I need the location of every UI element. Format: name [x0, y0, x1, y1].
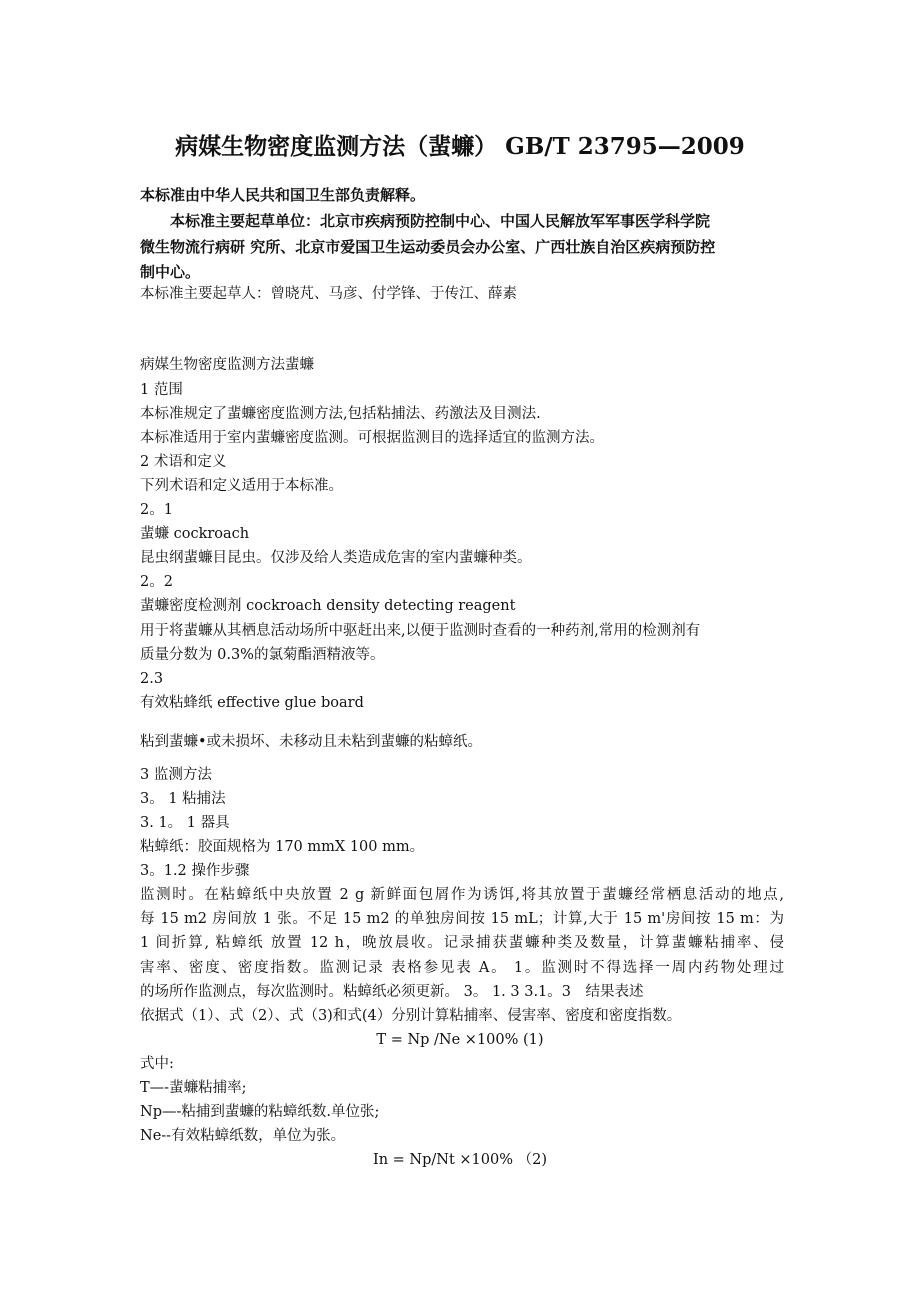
clause-2-2-definition-line-1: 用于将蜚蠊从其栖息活动场所中驱赶出来,以便于监测时查看的一种药剂,常用的检测剂有 [140, 623, 701, 639]
section-3-title: 3 监测方法 [140, 767, 212, 783]
clause-2-1-definition: 昆虫纲蜚蠊目昆虫。仅涉及给人类造成危害的室内蜚蠊种类。 [140, 550, 532, 566]
section-2-intro: 下列术语和定义适用于本标准。 [140, 478, 343, 494]
variable-t: T—-蜚蠊粘捕率; [140, 1080, 247, 1096]
clause-2-2-term: 蜚蠊密度检测剂 cockroach density detecting reagent [140, 598, 516, 614]
variable-ne: Ne--有效粘蟑纸数，单位为张。 [140, 1128, 346, 1144]
section-2-title: 2 术语和定义 [140, 454, 227, 470]
procedure-line-2: 每 15 m2 房间放 1 张。不足 15 m2 的单独房间按 15 mL；计算,大于 15 m'房间按 15 m：为 [140, 911, 784, 927]
formula-intro: 依据式（1）、式（2）、式（3)和式(4）分别计算粘捕率、侵害率、密度和密度指数。 [140, 1008, 682, 1024]
explain-line: 本标准由中华人民共和国卫生部负责解释。 [140, 186, 426, 204]
clause-2-3-term: 有效粘蜂纸 effective glue board [140, 695, 364, 711]
drafting-units-line-2: 微生物流行病研 究所、北京市爱国卫生运动委员会办公室、广西壮族自治区疾病预防控 [140, 238, 716, 256]
clause-2-1-number: 2。1 [140, 502, 173, 518]
section-1-paragraph-1: 本标准规定了蜚蠊密度监测方法,包括粘捕法、药激法及目测法. [140, 406, 541, 422]
clause-2-3-definition: 粘到蜚蠊•或未损坏、未移动且未粘到蜚蠊的粘蟑纸。 [140, 734, 483, 750]
drafting-units-line-1: 本标准主要起草单位：北京市疾病预防控制中心、中国人民解放军军事医学科学院 [140, 212, 711, 230]
body-heading: 病媒生物密度监测方法蜚蠊 [140, 357, 314, 373]
clause-2-1-term: 蜚蠊 cockroach [140, 526, 250, 542]
procedure-line-5: 的场所作监测点，每次监测时。粘蟑纸必须更新。 3。 1. 3 3.1。3 结果表述 [140, 984, 644, 1000]
section-1-paragraph-2: 本标准适用于室内蜚蠊密度监测。可根据监测目的选择适宜的监测方法。 [140, 430, 604, 446]
variable-np: Np—-粘捕到蜚蠊的粘蟑纸数.单位张; [140, 1104, 380, 1120]
clause-2-2-definition-line-2: 质量分数为 0.3%的氯菊酯酒精液等。 [140, 647, 385, 663]
clause-2-2-number: 2。2 [140, 574, 173, 590]
document-title: 病媒生物密度监测方法（蜚蠊） GB/T 23795—2009 [175, 133, 745, 160]
where-label: 式中: [140, 1056, 174, 1072]
section-1-title: 1 范围 [140, 382, 183, 398]
procedure-line-3: 1 间折算, 粘蟑纸 放置 12 h，晚放晨收。记录捕获蜚蠊种类及数量，计算蜚蠊粘捕率、侵 [140, 935, 784, 951]
clause-3-1-1-text: 粘蟑纸：胶面规格为 170 mmX 100 mm。 [140, 839, 425, 855]
clause-3-1-heading: 3。 1 粘捕法 [140, 791, 226, 807]
drafting-units-line-3: 制中心。 [140, 263, 201, 281]
formula-2: In = Np/Nt ×100% （2) [372, 1152, 547, 1168]
procedure-line-1: 监测时。在粘蟑纸中央放置 2 g 新鲜面包屑作为诱饵,将其放置于蜚蠊经常栖息活动的地点, [140, 887, 784, 903]
clause-3-1-1-heading: 3. 1。 1 器具 [140, 815, 230, 831]
clause-2-3-number: 2.3 [140, 671, 164, 687]
drafters-line: 本标准主要起草人：曾晓芃、马彦、付学锋、于传江、薛素 [140, 286, 517, 302]
clause-3-1-2-heading: 3。1.2 操作步骤 [140, 863, 250, 879]
procedure-line-4: 害率、密度、密度指数。监测记录 表格参见表 A。 1。监测时不得选择一周内药物处理过 [140, 960, 784, 976]
formula-1: T = Np /Ne ×100% (1) [376, 1032, 544, 1048]
